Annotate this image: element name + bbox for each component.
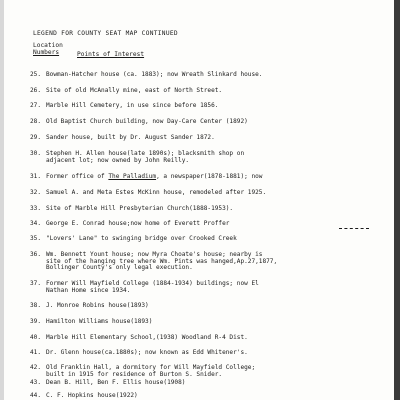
entry-number: 38. (30, 302, 42, 309)
newspaper-name: The Palladium (108, 173, 157, 180)
entry-number: 37. (30, 280, 42, 287)
entry-number: 34. (30, 220, 42, 227)
entry-text: Site of Marble Hill Presbyterian Church(1888-1953). (46, 205, 234, 212)
entry-text: Dr. Glenn house(ca.1880s); now known as Edd Whitener's. (46, 349, 248, 356)
entry-number: 30. (30, 150, 42, 157)
list-item (30, 350, 392, 357)
entry-number: 41. (30, 349, 42, 356)
entry-text: Stephen H. Allen house(late 1890s); blacksmith shop on adjacent lot; now owned by John Reilly. (46, 150, 245, 164)
list-item (30, 190, 392, 197)
entry-text: Former Will Mayfield College (1884-1934) buildings; now El Nathan Home since 1934. (46, 280, 259, 294)
list-item (30, 281, 392, 294)
entry-text: Site of old McAnally mine, east of North Street. (46, 87, 223, 94)
entry-text (46, 174, 392, 181)
list-item (30, 135, 392, 142)
points-of-interest-header: Points of Interest (77, 51, 145, 58)
entry-number: 35. (30, 235, 42, 242)
list-item (30, 335, 392, 342)
entry-text: Samuel A. and Meta Estes McKinn house, remodeled after 1925. (46, 189, 267, 196)
list-item (30, 221, 392, 228)
entry-text: J. Monroe Robins house(1893) (46, 302, 149, 309)
list-item (30, 365, 392, 378)
list-item (30, 72, 392, 79)
dashed-leader-line (339, 228, 369, 230)
entry-number: 44. (30, 392, 42, 399)
list-item (30, 236, 392, 243)
scan-edge (0, 0, 4, 400)
entry-text-before: Former office of (46, 173, 109, 180)
entry-number: 31. (30, 173, 42, 180)
entry-number: 25. (30, 71, 42, 78)
entry-text-after: , a newspaper(1878-1881); now (156, 173, 263, 180)
list-item (30, 319, 392, 326)
entry-text: Bowman-Hatcher house (ca. 1883); now Wreath Slinkard house. (46, 71, 263, 78)
list-item (30, 174, 392, 181)
location-numbers-header (33, 42, 63, 56)
list-item (30, 380, 392, 387)
page-title: LEGEND FOR COUNTY SEAT MAP CONTINUED (33, 30, 178, 37)
entry-text: Hamilton Williams house(1893) (46, 318, 153, 325)
entry-number: 43. (30, 379, 42, 386)
entry-text: George E. Conrad house;now home of Everett Proffer (46, 220, 230, 227)
list-item (30, 206, 392, 213)
entry-number: 33. (30, 205, 42, 212)
entry-text: Dean B. Hill, Ben F. Ellis house(1908) (46, 379, 186, 386)
list-item (30, 88, 392, 95)
entry-text: Marble Hill Cemetery, in use since before 1856. (46, 102, 219, 109)
entry-text: Wm. Bennett Yount house; now Myra Choate's house; nearby is site of the hanging tree where Wm. Pints was hanged,Ap.27,1877, Bollinger County's only legal execution. (46, 251, 278, 272)
entry-text: C. F. Hopkins house(1922) (46, 392, 138, 399)
entry-number: 26. (30, 87, 42, 94)
entry-text: Marble Hill Elementary School,(1938) Woodland R-4 Dist. (46, 334, 248, 341)
entry-text: Sander house, built by Dr. August Sander 1872. (46, 134, 215, 141)
entry-text: "Lovers' Lane" to swinging bridge over Crooked Creek (46, 235, 237, 242)
entry-number: 39. (30, 318, 42, 325)
numbers-label: Numbers (33, 49, 60, 56)
entry-number: 29. (30, 134, 42, 141)
list-item (30, 103, 392, 110)
entry-number: 40. (30, 334, 42, 341)
entry-number: 32. (30, 189, 42, 196)
list-item (30, 151, 392, 164)
location-label: Location (33, 42, 63, 49)
list-item (30, 252, 392, 272)
entry-text: Old Franklin Hall, a dormitory for Will Mayfield College; built in 1915 for residence of Burton S. Snider. (46, 364, 256, 378)
entry-number: 36. (30, 251, 42, 258)
entry-number: 28. (30, 118, 42, 125)
list-item (30, 119, 392, 126)
entry-text: Old Baptist Church building, now Day-Care Center (1892) (46, 118, 248, 125)
entry-number: 42. (30, 364, 42, 371)
list-item (30, 303, 392, 310)
list-item (30, 393, 392, 400)
entry-number: 27. (30, 102, 42, 109)
